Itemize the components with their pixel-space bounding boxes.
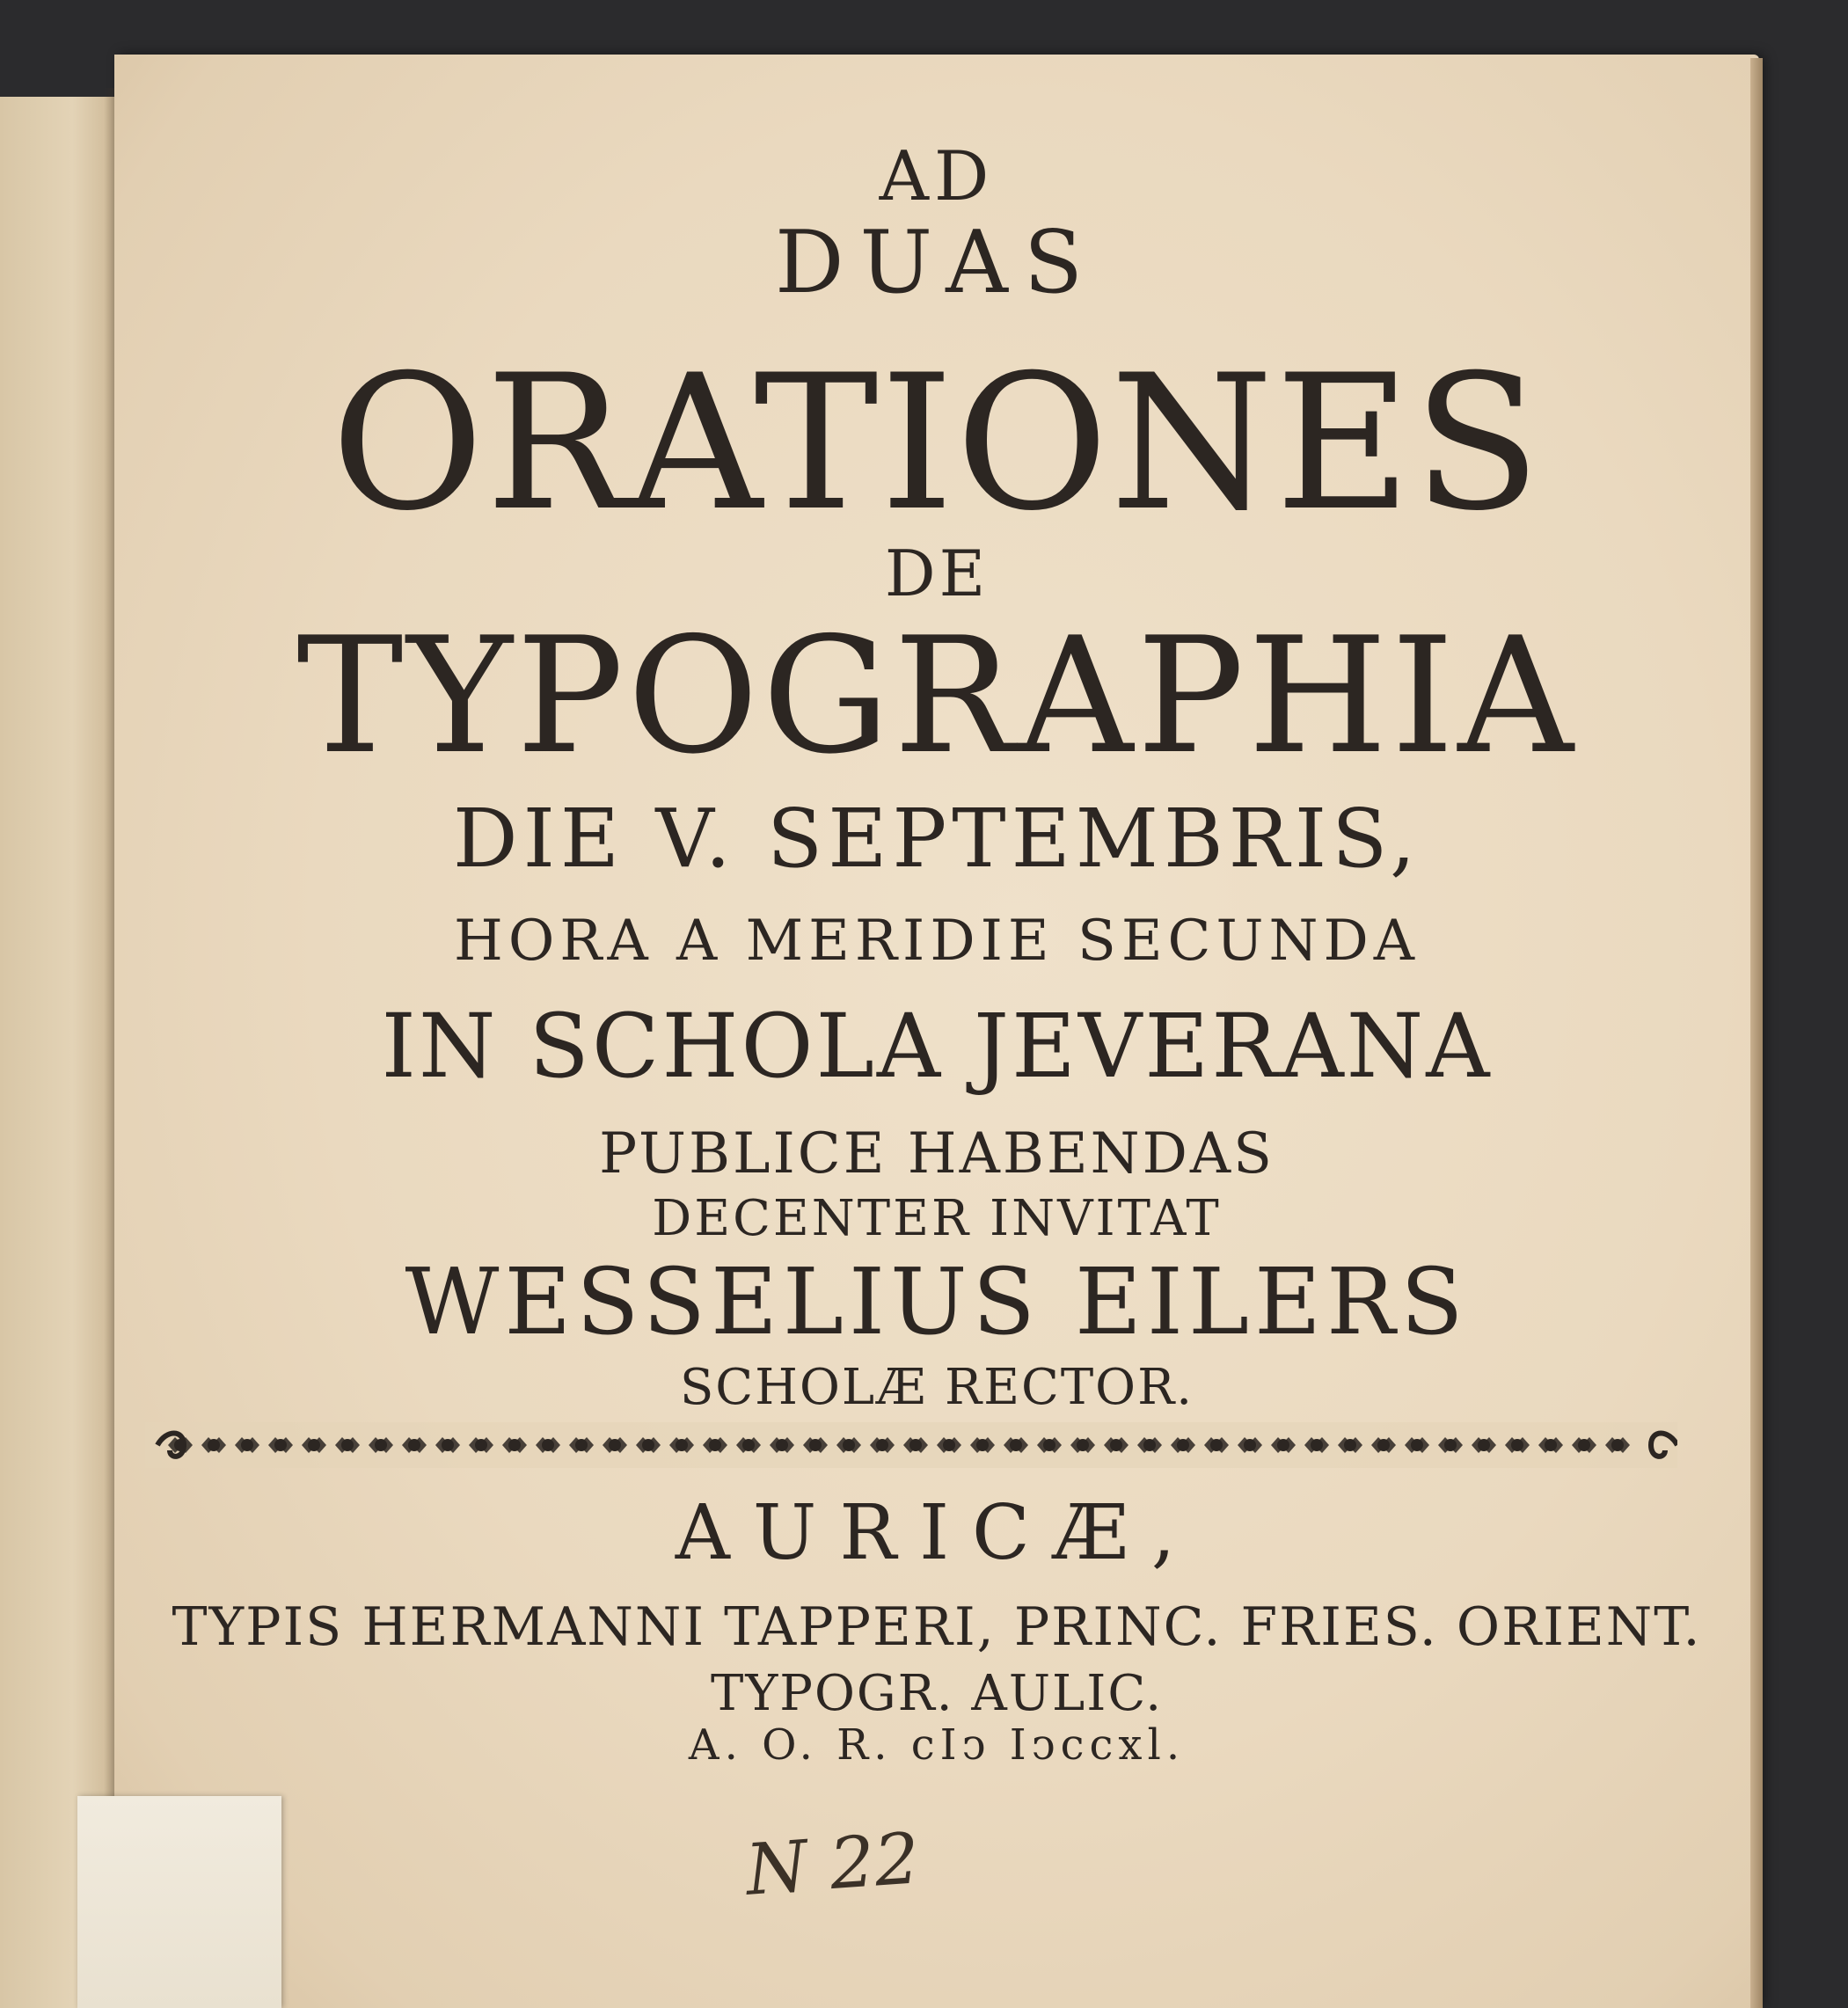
imprint-year: A. O. R. cIↄ Iↄccxl. bbox=[688, 1720, 1186, 1770]
author-name: WESSELIUS EILERS bbox=[405, 1248, 1469, 1355]
imprint-typogr: TYPOGR. AULIC. bbox=[710, 1665, 1163, 1722]
hour-line: HORA A MERIDIE SECUNDA bbox=[454, 909, 1420, 974]
ornamental-divider bbox=[145, 1420, 1677, 1470]
title-duas: DUAS bbox=[774, 213, 1099, 313]
title-ad: AD bbox=[879, 137, 995, 216]
author-role: SCHOLÆ RECTOR. bbox=[679, 1359, 1194, 1416]
publice-line: PUBLICE HABENDAS bbox=[599, 1121, 1275, 1187]
imprint-place: AURICÆ, bbox=[675, 1489, 1199, 1577]
handwritten-shelf-number: N 22 bbox=[743, 1817, 923, 1911]
invitat-line: DECENTER INVITAT bbox=[652, 1190, 1222, 1247]
school-line: IN SCHOLA JEVERANA bbox=[381, 995, 1493, 1098]
title-orationes: ORATIONES bbox=[331, 334, 1543, 551]
date-line: DIE V. SEPTEMBRIS, bbox=[452, 792, 1421, 886]
paper-label bbox=[77, 1796, 281, 2008]
title-typographia: TYPOGRAPHIA bbox=[296, 602, 1577, 789]
imprint-printer: TYPIS HERMANNI TAPPERI, PRINC. FRIES. ORIENT. bbox=[172, 1596, 1702, 1658]
title-de: DE bbox=[884, 537, 990, 610]
